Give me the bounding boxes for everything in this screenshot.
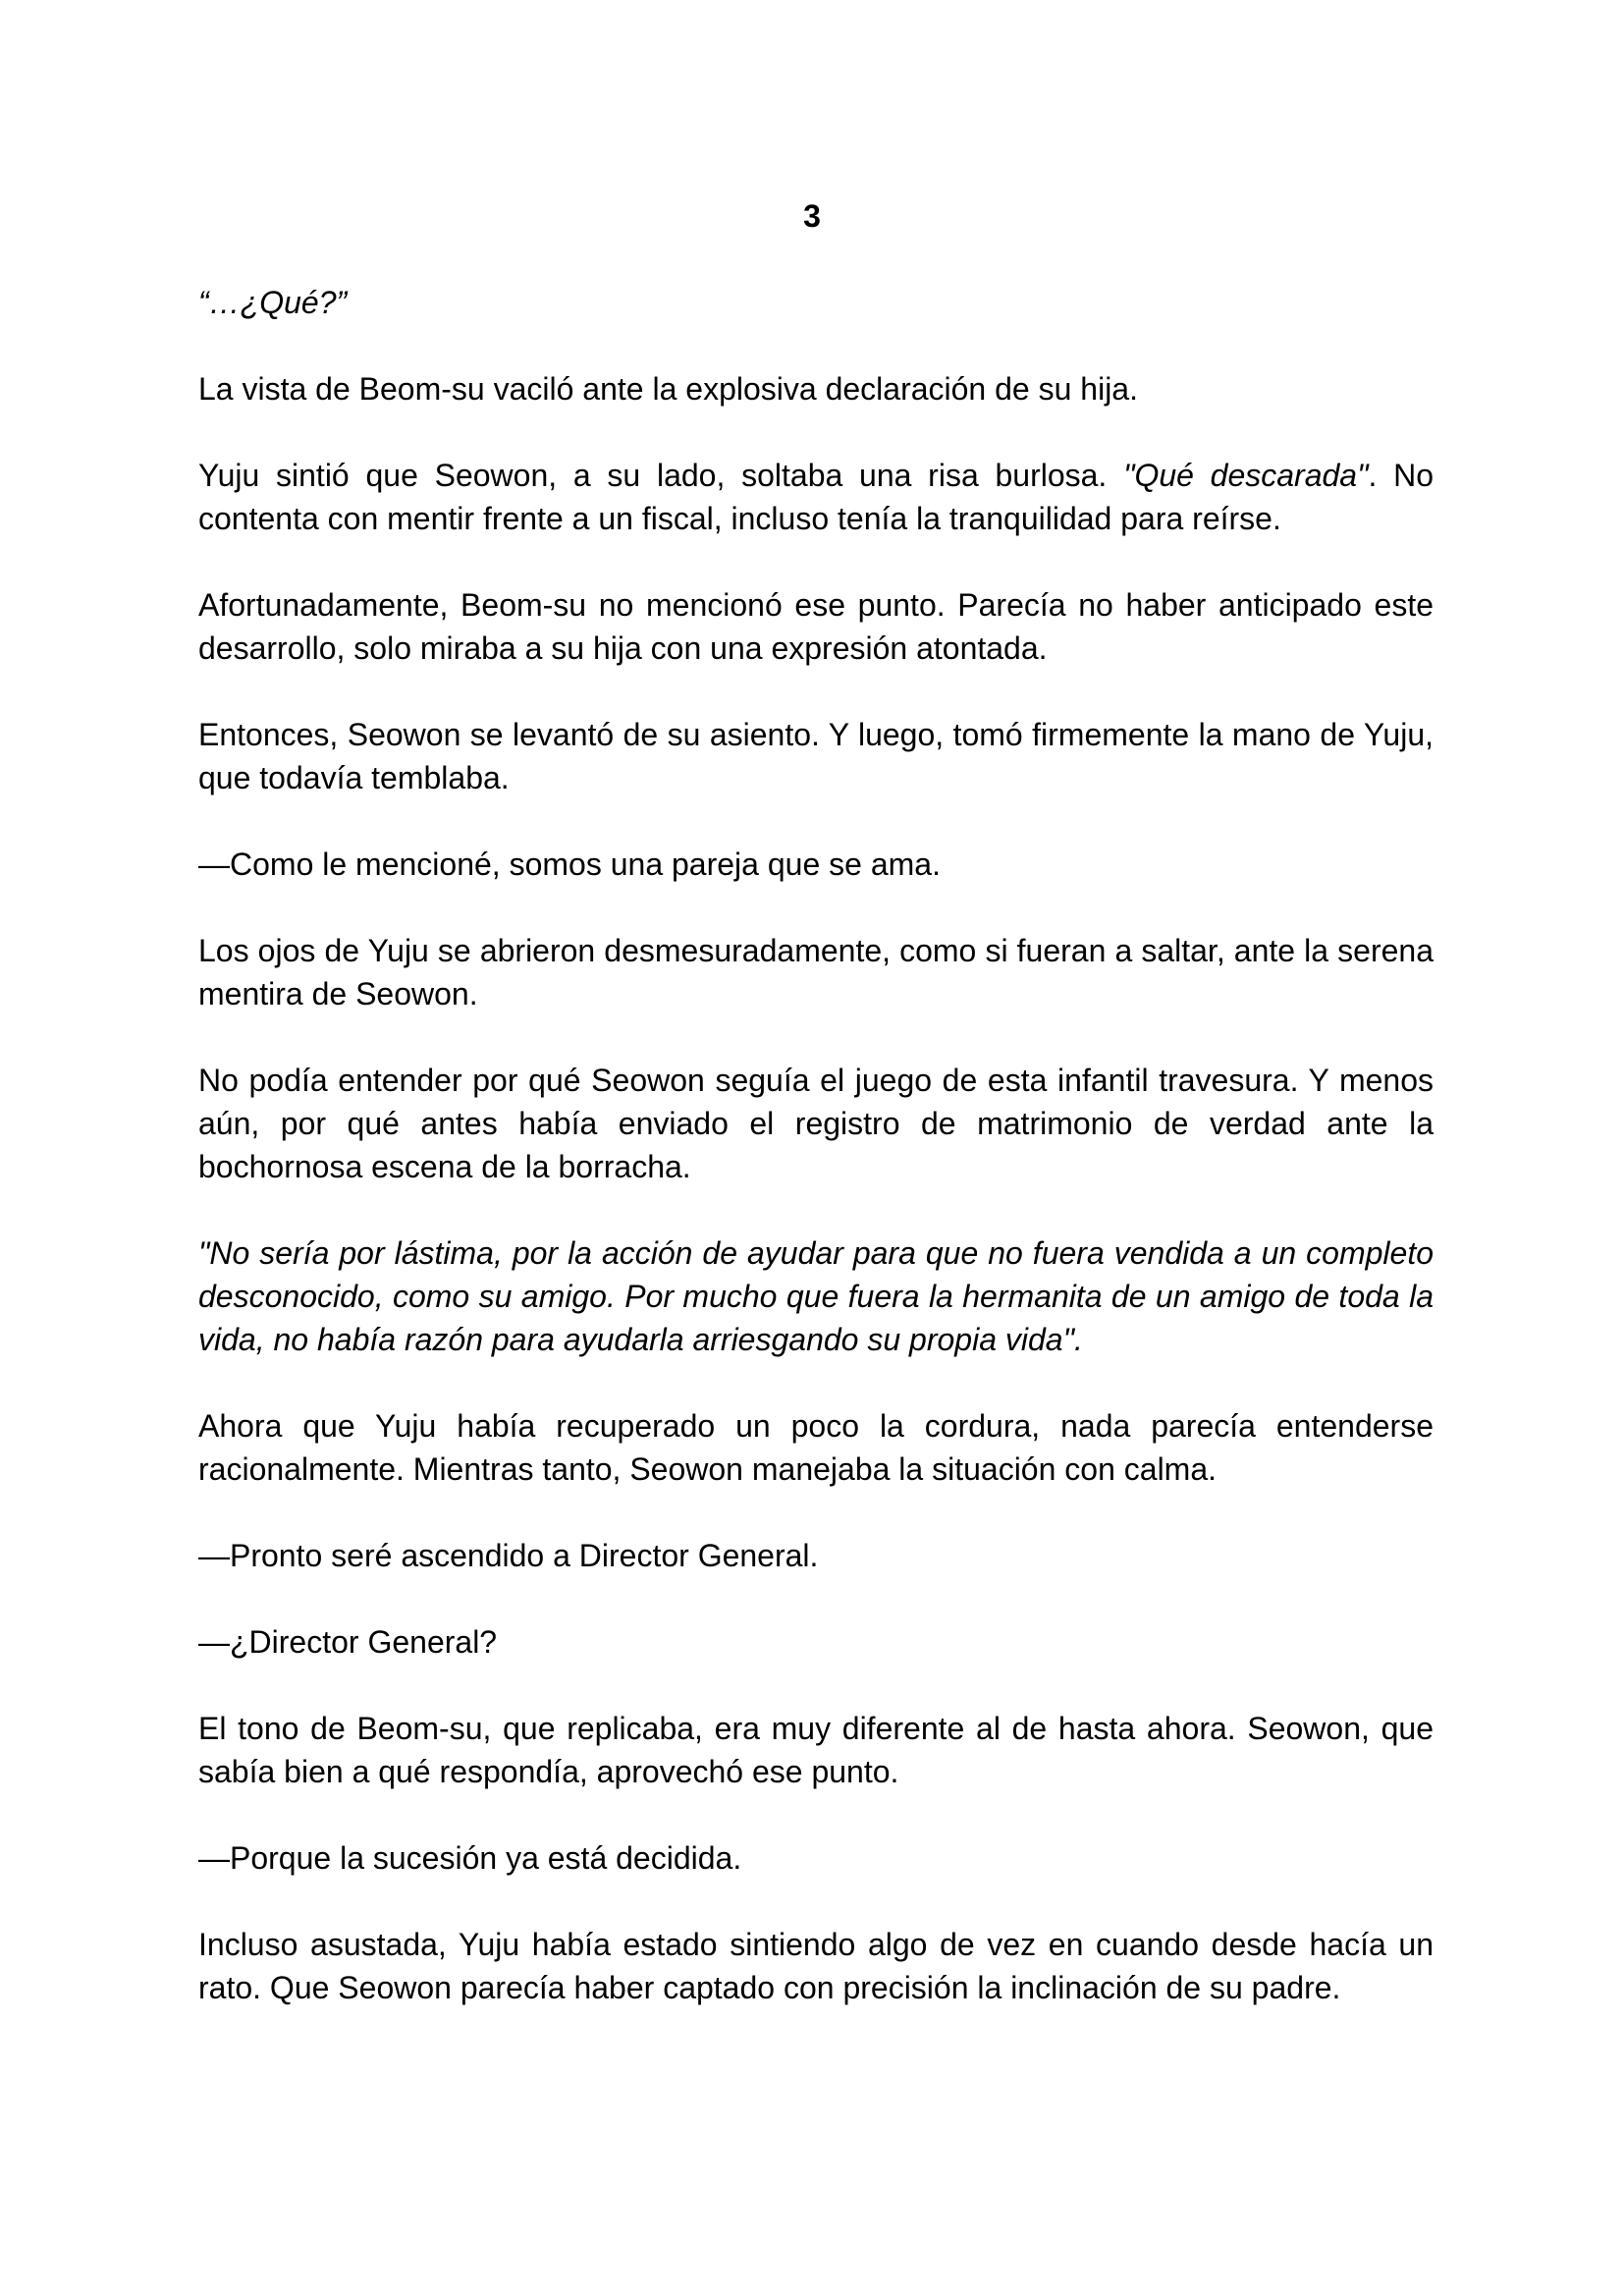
paragraph-3-text-before: Yuju sintió que Seowon, a su lado, soltaba una risa burlosa.	[198, 458, 1124, 493]
paragraph-11: —Pronto seré ascendido a Director General.	[198, 1538, 819, 1573]
paragraph-2: La vista de Beom-su vaciló ante la explosiva declaración de su hija.	[198, 371, 1138, 407]
paragraph-12: —¿Director General?	[198, 1624, 498, 1660]
paragraph-1: “…¿Qué?”	[198, 285, 348, 320]
paragraph-3-italic-quote: "Qué descarada"	[1123, 458, 1369, 493]
page-number: 3	[803, 198, 821, 234]
paragraph-15: Incluso asustada, Yuju había estado sintiendo algo de vez en cuando desde hacía un rato. Que Seowon parecía haber captado con precisión la inclinación de su padre.	[198, 1927, 1434, 2005]
document-body	[198, 281, 1434, 2052]
paragraph-7: Los ojos de Yuju se abrieron desmesuradamente, como si fueran a saltar, ante la serena mentira de Seowon.	[198, 933, 1434, 1011]
paragraph-3	[198, 454, 1434, 540]
paragraph-3-text-after: . No contenta con mentir frente a un fiscal, incluso tenía la tranquilidad para reírse.	[198, 458, 1435, 536]
paragraph-9: "No sería por lástima, por la acción de ayudar para que no fuera vendida a un completo desconocido, como su amigo. Por mucho que fuera la hermanita de un amigo de toda la vida, no había razón para ayudarla arriesgando su propia vida".	[198, 1235, 1434, 1357]
paragraph-8: No podía entender por qué Seowon seguía el juego de esta infantil travesura. Y menos aún, por qué antes había enviado el registro de matrimonio de verdad ante la bochornosa escena de la borracha.	[198, 1063, 1434, 1184]
paragraph-13: El tono de Beom-su, que replicaba, era muy diferente al de hasta ahora. Seowon, que sabía bien a qué respondía, aprovechó ese punto.	[198, 1711, 1434, 1789]
paragraph-14: —Porque la sucesión ya está decidida.	[198, 1840, 742, 1876]
paragraph-4: Afortunadamente, Beom-su no mencionó ese punto. Parecía no haber anticipado este desarrollo, solo miraba a su hija con una expresión atontada.	[198, 587, 1434, 666]
paragraph-10: Ahora que Yuju había recuperado un poco la cordura, nada parecía entenderse racionalmente. Mientras tanto, Seowon manejaba la situación con calma.	[198, 1408, 1434, 1487]
paragraph-5: Entonces, Seowon se levantó de su asiento. Y luego, tomó firmemente la mano de Yuju, que todavía temblaba.	[198, 717, 1434, 795]
paragraph-6: —Como le mencioné, somos una pareja que se ama.	[198, 847, 941, 882]
